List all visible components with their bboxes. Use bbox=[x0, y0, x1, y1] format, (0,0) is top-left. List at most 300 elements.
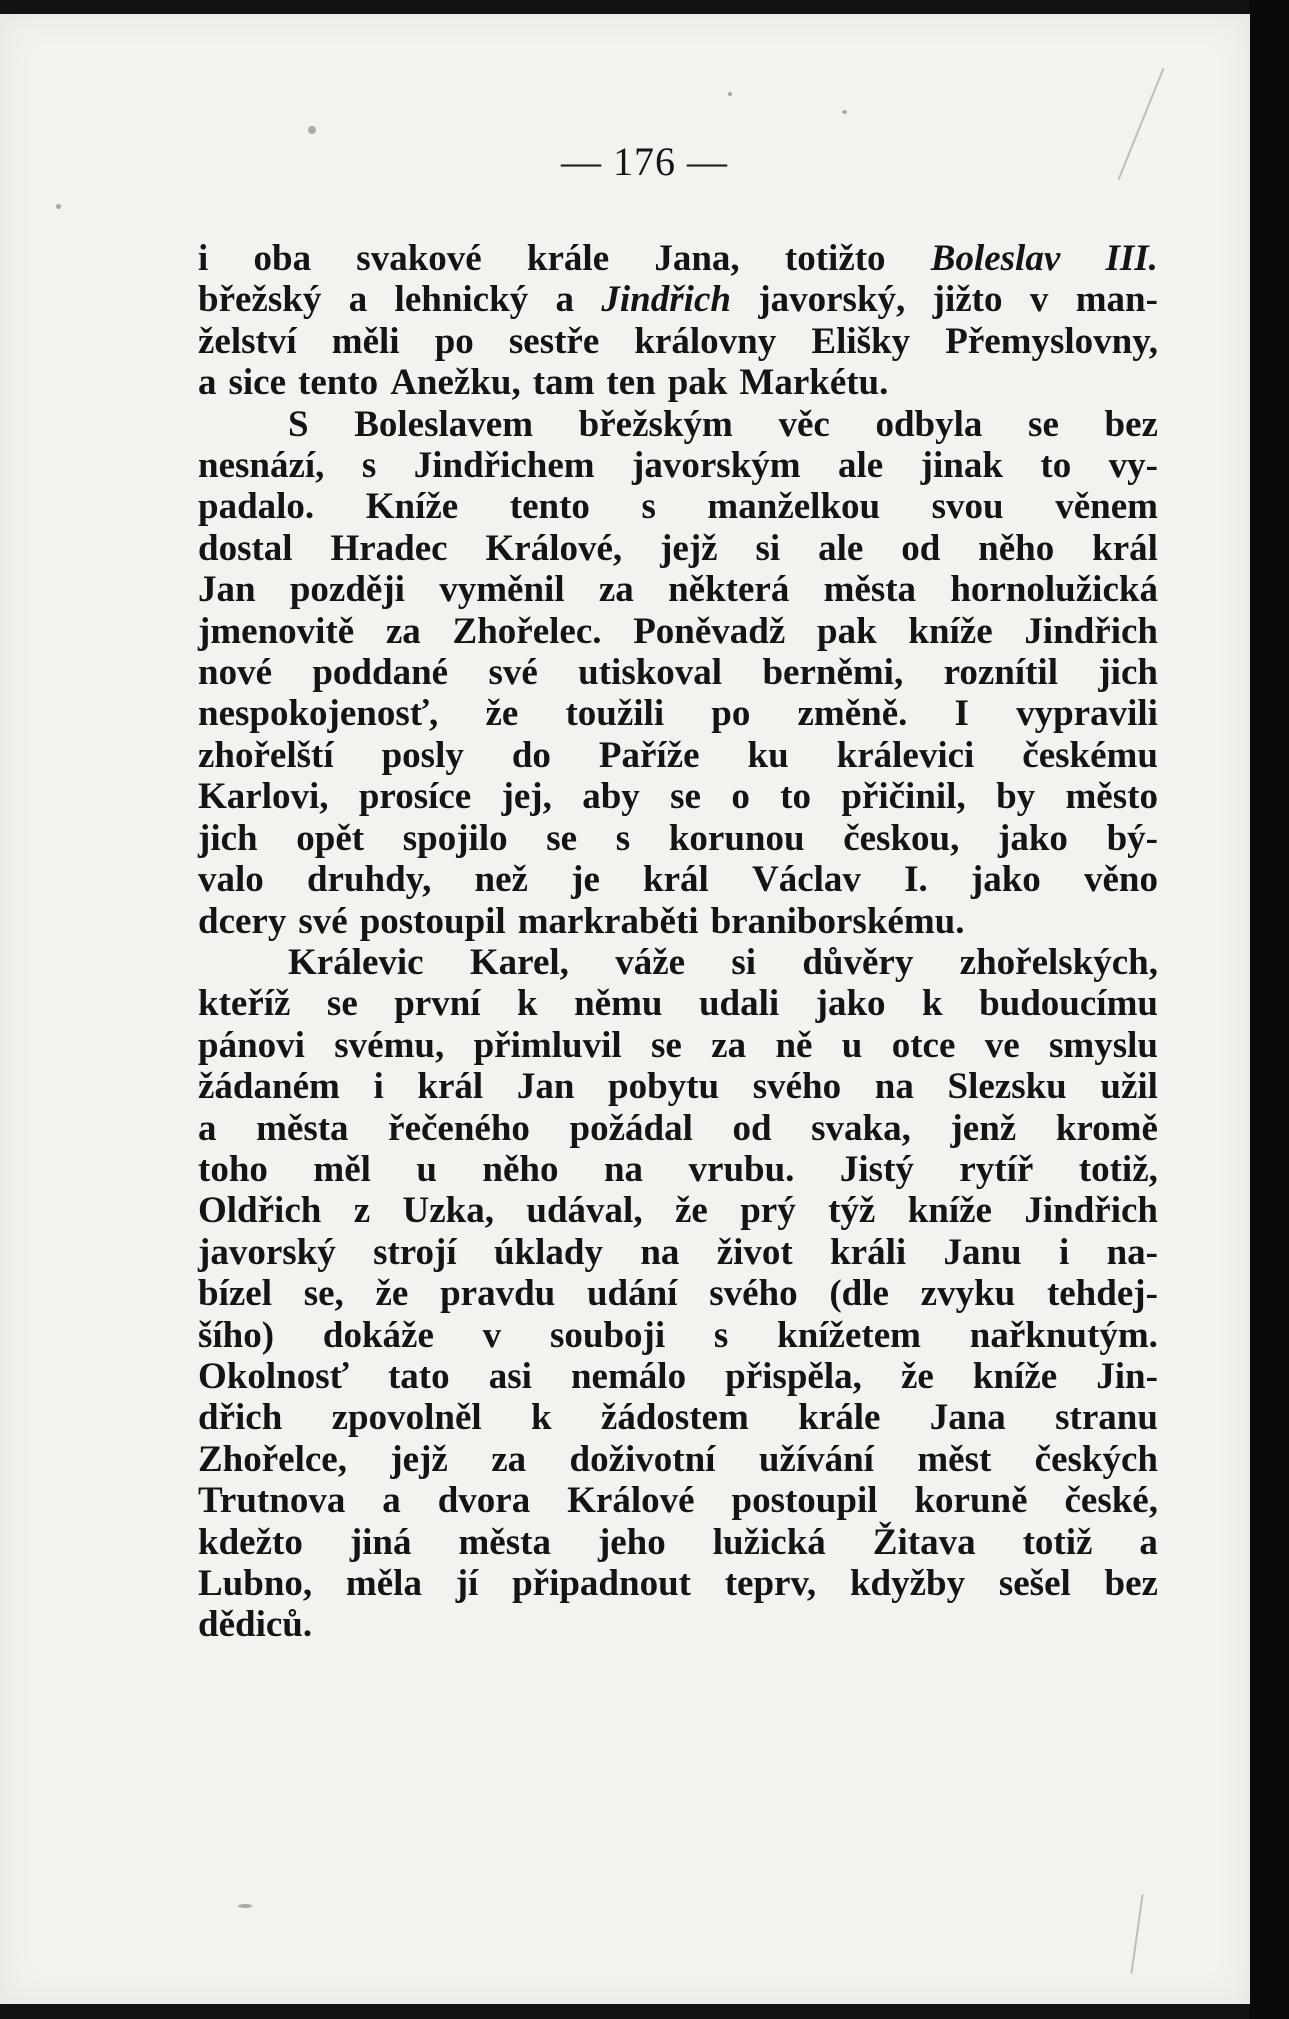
text-line bbox=[198, 1273, 1158, 1314]
word: žádaném bbox=[198, 1066, 340, 1108]
word: udání bbox=[586, 1273, 678, 1315]
word: přičinil, bbox=[841, 776, 966, 818]
word: kdežto bbox=[198, 1521, 303, 1563]
word: i bbox=[373, 1066, 384, 1108]
word: jeho bbox=[597, 1521, 666, 1563]
word: I. bbox=[904, 859, 928, 901]
word: totiž bbox=[1022, 1521, 1093, 1563]
word: krále bbox=[526, 238, 610, 279]
word: Karel, bbox=[469, 941, 569, 983]
word: za bbox=[385, 610, 421, 652]
text-line bbox=[198, 942, 1158, 983]
word: města bbox=[256, 1107, 349, 1149]
word: to bbox=[1040, 445, 1072, 487]
word: se bbox=[670, 776, 701, 818]
print-speck bbox=[842, 110, 847, 114]
word: žádostem bbox=[600, 1397, 749, 1439]
word: dokáže bbox=[322, 1314, 434, 1356]
word: tam bbox=[532, 362, 595, 404]
word: se bbox=[326, 983, 358, 1025]
word: požádal bbox=[569, 1107, 693, 1149]
word: si bbox=[731, 941, 757, 983]
word: (dle bbox=[829, 1273, 889, 1315]
word: jinak bbox=[920, 445, 1003, 487]
word: Elišky bbox=[811, 320, 911, 362]
word: i bbox=[198, 238, 209, 279]
text-line bbox=[198, 238, 1158, 279]
word: javorský bbox=[198, 1231, 336, 1273]
word: od bbox=[732, 1107, 772, 1149]
word: Zhořelce, bbox=[198, 1438, 347, 1480]
word: Poněvadž bbox=[633, 610, 786, 652]
word: strojí bbox=[373, 1231, 457, 1273]
word: valo bbox=[198, 859, 264, 901]
word: kdyžby bbox=[849, 1563, 966, 1604]
word: jej, bbox=[501, 776, 552, 818]
word: bez bbox=[1104, 403, 1158, 445]
text-line bbox=[198, 1604, 1158, 1645]
word: pak bbox=[817, 610, 877, 652]
text-line bbox=[198, 652, 1158, 693]
word: prý bbox=[740, 1190, 796, 1232]
word: králi bbox=[830, 1231, 907, 1273]
word: Okolnosť bbox=[198, 1355, 349, 1397]
text-line bbox=[198, 1480, 1158, 1521]
word: král bbox=[643, 859, 709, 901]
text-line bbox=[198, 569, 1158, 610]
word: svakové bbox=[356, 238, 482, 279]
word: S bbox=[288, 403, 309, 445]
word: prosíce bbox=[358, 776, 472, 818]
word: jako bbox=[998, 817, 1068, 859]
word: a bbox=[1139, 1521, 1158, 1563]
word: poddané bbox=[312, 652, 449, 694]
word: s bbox=[361, 445, 377, 487]
text-line bbox=[198, 859, 1158, 900]
word: do bbox=[511, 734, 551, 776]
word: oba bbox=[253, 238, 312, 279]
word: k bbox=[517, 983, 538, 1025]
word: jižto bbox=[932, 279, 1003, 321]
word: Boleslavem bbox=[354, 403, 534, 445]
text-line bbox=[198, 1315, 1158, 1356]
word: hornolužická bbox=[950, 569, 1158, 611]
word: břežský bbox=[198, 279, 322, 321]
word: českých bbox=[1034, 1438, 1158, 1480]
word: by bbox=[996, 776, 1036, 818]
word: měl bbox=[313, 1148, 371, 1190]
word: jiná bbox=[349, 1521, 412, 1563]
word: ten bbox=[606, 362, 656, 404]
word: na- bbox=[1106, 1231, 1158, 1273]
word: věc bbox=[778, 403, 830, 445]
word: Králové bbox=[567, 1480, 695, 1522]
word: město bbox=[1065, 776, 1158, 818]
word: Jana, bbox=[654, 238, 740, 279]
word: asi bbox=[488, 1355, 532, 1397]
word: pánovi bbox=[198, 1024, 305, 1066]
word: braniborskému. bbox=[710, 900, 965, 942]
word: totižto bbox=[784, 238, 886, 279]
word: utiskoval bbox=[578, 652, 723, 694]
word: svou bbox=[931, 486, 1004, 528]
word: Slezsku bbox=[947, 1066, 1067, 1108]
word: to bbox=[780, 776, 811, 818]
text-line bbox=[198, 279, 1158, 320]
word: Janu bbox=[943, 1231, 1022, 1273]
word: po bbox=[711, 693, 751, 735]
word: za bbox=[491, 1438, 527, 1480]
word: u bbox=[416, 1148, 437, 1190]
word: doživotní bbox=[569, 1438, 716, 1480]
word: přimluvil bbox=[473, 1024, 622, 1066]
word: udával, bbox=[526, 1190, 643, 1232]
word: bízel bbox=[198, 1273, 272, 1315]
word: se bbox=[650, 1024, 682, 1066]
word: české, bbox=[1064, 1480, 1158, 1522]
word: želství bbox=[198, 320, 297, 362]
word: kníže bbox=[972, 1355, 1058, 1397]
word: k bbox=[531, 1397, 552, 1439]
word: řečeného bbox=[388, 1107, 530, 1149]
word: tato bbox=[387, 1355, 450, 1397]
word: javorský, bbox=[758, 279, 906, 321]
word: úklady bbox=[493, 1231, 603, 1273]
word: u bbox=[841, 1024, 863, 1066]
word: jejž bbox=[660, 527, 718, 569]
word: ale bbox=[818, 527, 864, 569]
word: dostal bbox=[198, 527, 293, 569]
word: nespokojenosť, bbox=[198, 693, 439, 735]
text-line bbox=[198, 735, 1158, 776]
word: na bbox=[874, 1066, 914, 1108]
word: že bbox=[375, 1273, 409, 1315]
word: knížetem bbox=[777, 1314, 921, 1356]
word: Jindřich bbox=[601, 279, 731, 321]
word: Jindřich bbox=[1024, 1190, 1158, 1232]
word: s bbox=[713, 1314, 729, 1356]
word: dědiců. bbox=[198, 1604, 313, 1646]
word: města bbox=[823, 569, 917, 611]
word: a bbox=[198, 1107, 217, 1149]
word: bý- bbox=[1106, 817, 1158, 859]
text-line bbox=[198, 693, 1158, 734]
word: některá bbox=[668, 569, 790, 611]
word: Lubno, bbox=[198, 1563, 313, 1604]
word: teprv, bbox=[724, 1563, 817, 1604]
word: bez bbox=[1104, 1563, 1158, 1604]
word: dřich bbox=[198, 1397, 283, 1439]
word: spojilo bbox=[402, 817, 508, 859]
word: aby bbox=[582, 776, 640, 818]
word: krále bbox=[798, 1397, 881, 1439]
word: Kníže bbox=[365, 486, 459, 528]
word: jí bbox=[455, 1563, 479, 1604]
word: a bbox=[348, 279, 368, 321]
word: Jindřichem bbox=[413, 445, 595, 487]
word: manželkou bbox=[707, 486, 881, 528]
word: Hradec bbox=[330, 527, 448, 569]
word: pobytu bbox=[608, 1066, 720, 1108]
word: první bbox=[394, 983, 481, 1025]
word: kteříž bbox=[198, 983, 291, 1025]
body-text bbox=[198, 238, 1158, 1646]
page-scratch bbox=[1130, 1894, 1143, 1973]
word: Oldřich bbox=[198, 1190, 322, 1232]
word: králevici bbox=[836, 734, 975, 776]
word: si bbox=[755, 527, 781, 569]
word: jejž bbox=[390, 1438, 448, 1480]
word: od bbox=[901, 527, 941, 569]
word: toužili bbox=[565, 693, 665, 735]
word: něho bbox=[482, 1148, 559, 1190]
word: Jan bbox=[516, 1066, 575, 1108]
word: život bbox=[716, 1231, 793, 1273]
word: man- bbox=[1075, 279, 1158, 321]
word: postoupil bbox=[359, 900, 506, 942]
word: kníže bbox=[908, 610, 993, 652]
word: váže bbox=[615, 941, 686, 983]
word: ně bbox=[775, 1024, 813, 1066]
word: českému bbox=[1022, 734, 1158, 776]
word: souboji bbox=[549, 1314, 666, 1356]
page-number: — 176 — bbox=[561, 139, 728, 184]
word: sešel bbox=[998, 1563, 1071, 1604]
text-line bbox=[198, 1356, 1158, 1397]
word: otce bbox=[891, 1024, 956, 1066]
word: smyslu bbox=[1049, 1024, 1158, 1066]
word: dvora bbox=[437, 1480, 531, 1522]
word: břežským bbox=[578, 403, 733, 445]
word: I bbox=[954, 693, 969, 735]
word: se bbox=[546, 817, 578, 859]
text-line bbox=[198, 1025, 1158, 1066]
word: Anežku, bbox=[390, 362, 521, 404]
word: vy- bbox=[1108, 445, 1158, 487]
text-line bbox=[198, 1108, 1158, 1149]
word: že bbox=[674, 1190, 708, 1232]
word: než bbox=[474, 859, 528, 901]
text-line bbox=[198, 1149, 1158, 1190]
word: javorským bbox=[632, 445, 801, 487]
word: ku bbox=[747, 734, 789, 776]
word: a bbox=[555, 279, 575, 321]
word: se, bbox=[303, 1273, 344, 1315]
word: vyměnil bbox=[439, 569, 565, 611]
word: král bbox=[1092, 527, 1158, 569]
word: měli bbox=[331, 320, 400, 362]
word: o bbox=[731, 776, 750, 818]
word: udali bbox=[698, 983, 780, 1025]
word: věnem bbox=[1055, 486, 1158, 528]
word: rytíř bbox=[959, 1148, 1034, 1190]
word: padalo. bbox=[198, 486, 315, 528]
word: na bbox=[640, 1231, 680, 1273]
word: ale bbox=[838, 445, 884, 487]
word: i bbox=[1058, 1231, 1070, 1273]
word: že bbox=[485, 693, 519, 735]
text-line bbox=[198, 362, 1158, 403]
word: pak bbox=[667, 362, 728, 404]
word: ve bbox=[984, 1024, 1020, 1066]
text-line bbox=[198, 1522, 1158, 1563]
word: zvyku bbox=[920, 1273, 1016, 1315]
text-line bbox=[198, 1066, 1158, 1107]
word: jako bbox=[970, 859, 1041, 901]
word: III. bbox=[1105, 238, 1158, 279]
word: totiž, bbox=[1078, 1148, 1158, 1190]
word: postoupil bbox=[731, 1480, 878, 1522]
word: Paříže bbox=[598, 734, 700, 776]
word: měst bbox=[917, 1438, 992, 1480]
word: svého bbox=[752, 1066, 842, 1108]
scan-edge bbox=[1250, 0, 1289, 2019]
word: Boleslav bbox=[930, 238, 1061, 279]
word: pravdu bbox=[440, 1273, 556, 1315]
word: vrubu. bbox=[688, 1148, 795, 1190]
word: kromě bbox=[1055, 1107, 1158, 1149]
word: Jistý bbox=[839, 1148, 914, 1190]
text-line bbox=[198, 1439, 1158, 1480]
word: s bbox=[641, 486, 656, 528]
word: věno bbox=[1083, 859, 1158, 901]
word: královny bbox=[634, 320, 777, 362]
text-line bbox=[198, 321, 1158, 362]
print-speck bbox=[56, 204, 61, 209]
word: své bbox=[488, 652, 538, 694]
print-speck bbox=[308, 126, 316, 134]
word: druhdy, bbox=[306, 859, 432, 901]
word: připadnout bbox=[512, 1563, 691, 1604]
word: Uzka, bbox=[402, 1190, 495, 1232]
word: za bbox=[711, 1024, 747, 1066]
word: důvěry bbox=[802, 941, 914, 983]
word: po bbox=[434, 320, 474, 362]
word: Trutnova bbox=[198, 1480, 346, 1522]
word: markraběti bbox=[517, 900, 699, 942]
word: posly bbox=[381, 734, 464, 776]
word: za bbox=[598, 569, 634, 611]
word: Zhořelec. bbox=[452, 610, 602, 652]
word: na bbox=[603, 1148, 644, 1190]
word: svého bbox=[709, 1273, 798, 1315]
word: odbyla bbox=[875, 403, 983, 445]
word: šího) bbox=[198, 1314, 275, 1356]
text-line bbox=[198, 486, 1158, 527]
word: že bbox=[900, 1355, 934, 1397]
word: města bbox=[458, 1521, 551, 1563]
word: roznítil bbox=[943, 652, 1058, 694]
word: Žitava bbox=[872, 1521, 976, 1563]
word: jich bbox=[1098, 652, 1158, 694]
word: něho bbox=[978, 527, 1055, 569]
word: Jin- bbox=[1096, 1355, 1158, 1397]
word: Králevic bbox=[288, 941, 424, 983]
word: zhořelských, bbox=[959, 941, 1158, 983]
word: vypravili bbox=[1016, 693, 1158, 735]
text-line bbox=[198, 901, 1158, 942]
text-line bbox=[198, 528, 1158, 569]
word: němu bbox=[574, 983, 663, 1025]
word: jenž bbox=[950, 1107, 1017, 1149]
word: jmenovitě bbox=[198, 610, 355, 652]
text-line bbox=[198, 818, 1158, 859]
word: berněmi, bbox=[762, 652, 904, 694]
word: lužická bbox=[712, 1521, 826, 1563]
text-line bbox=[198, 611, 1158, 652]
word: se bbox=[1028, 403, 1059, 445]
word: svému, bbox=[334, 1024, 445, 1066]
word: užívání bbox=[758, 1438, 874, 1480]
word: Jan bbox=[198, 569, 256, 611]
text-line bbox=[198, 1232, 1158, 1273]
word: sice bbox=[228, 362, 287, 404]
word: lehnický bbox=[394, 279, 529, 321]
word: k bbox=[922, 983, 943, 1025]
word: nařknutým. bbox=[969, 1314, 1158, 1356]
word: je bbox=[571, 859, 600, 901]
print-speck bbox=[728, 92, 732, 96]
word: budoucímu bbox=[979, 983, 1158, 1025]
text-line bbox=[198, 404, 1158, 445]
word: zhořelští bbox=[198, 734, 334, 776]
word: českou, bbox=[843, 817, 960, 859]
word: sestře bbox=[508, 320, 600, 362]
word: koruně bbox=[914, 1480, 1028, 1522]
word: Jana bbox=[929, 1397, 1006, 1439]
print-speck bbox=[238, 1904, 252, 1908]
word: přispěla, bbox=[725, 1355, 862, 1397]
word: Králové, bbox=[485, 527, 623, 569]
word: nemálo bbox=[570, 1355, 687, 1397]
word: svaka, bbox=[811, 1107, 911, 1149]
text-line bbox=[198, 1563, 1158, 1604]
word: nové bbox=[198, 652, 272, 694]
word: dcery bbox=[198, 900, 287, 942]
text-line bbox=[198, 776, 1158, 817]
word: z bbox=[353, 1190, 371, 1232]
word: měla bbox=[345, 1563, 422, 1604]
text-line bbox=[198, 445, 1158, 486]
word: nesnází, bbox=[198, 445, 325, 487]
word: opět bbox=[296, 817, 365, 859]
word: týž bbox=[828, 1190, 876, 1232]
text-line bbox=[198, 1190, 1158, 1231]
word: stranu bbox=[1055, 1397, 1158, 1439]
text-line bbox=[198, 983, 1158, 1024]
word: později bbox=[289, 569, 405, 611]
word: v bbox=[482, 1314, 502, 1356]
word: toho bbox=[198, 1148, 268, 1190]
word: užil bbox=[1100, 1066, 1158, 1108]
word: tento bbox=[298, 362, 379, 404]
word: v bbox=[1029, 279, 1049, 321]
word: korunou bbox=[668, 817, 805, 859]
word: jako bbox=[815, 983, 886, 1025]
word: Přemyslovny, bbox=[945, 320, 1158, 362]
word: Václav bbox=[751, 859, 861, 901]
word: král bbox=[417, 1066, 484, 1108]
word: jich bbox=[198, 817, 258, 859]
word: zpovolněl bbox=[331, 1397, 482, 1439]
word: kníže bbox=[907, 1190, 992, 1232]
word: tehdej- bbox=[1046, 1273, 1158, 1315]
word: změně. bbox=[797, 693, 908, 735]
word: Jindřich bbox=[1024, 610, 1158, 652]
word: tento bbox=[509, 486, 590, 528]
word: Markétu. bbox=[739, 362, 889, 404]
word: a bbox=[198, 362, 217, 404]
